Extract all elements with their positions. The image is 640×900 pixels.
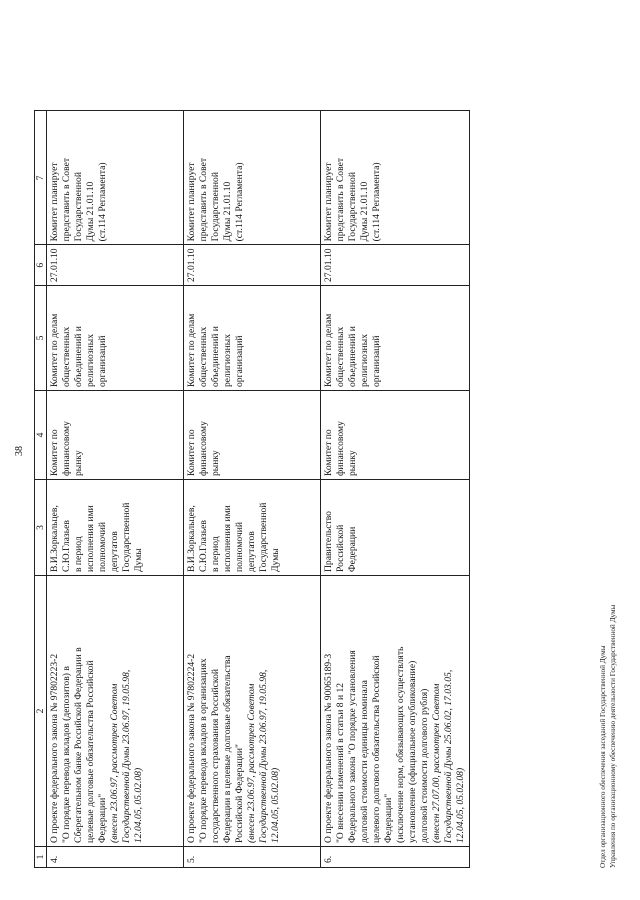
column-number: 4 bbox=[35, 391, 47, 480]
plan-line: Государственной bbox=[347, 172, 358, 242]
co-committee-line: общественных bbox=[198, 326, 209, 387]
column-number: 2 bbox=[35, 576, 47, 847]
date-cell: 27.01.10 bbox=[47, 245, 184, 286]
initiator-line: Федерации bbox=[347, 526, 358, 572]
bill-description-line: целевые долговые обязательства Российской bbox=[85, 660, 96, 843]
initiator-line: Правительство bbox=[323, 511, 334, 572]
bill-description-cell bbox=[184, 576, 321, 847]
bills-table bbox=[34, 110, 470, 868]
co-committee-line: объединений и bbox=[210, 326, 221, 387]
initiator-line: Думы bbox=[270, 548, 281, 572]
bill-description-line: Федерального закона "О порядке установления bbox=[347, 650, 358, 843]
co-committee-line: Комитет по делам bbox=[323, 313, 334, 387]
plan-line: Думы 21.01.10 bbox=[222, 181, 233, 242]
row-number: 6. bbox=[321, 847, 470, 868]
bill-description-line: долговой стоимости единицы номинала bbox=[359, 680, 370, 843]
plan-line: (ст.114 Регламента) bbox=[234, 162, 245, 242]
bill-note-line: Государственной Думы 25.06.02, 17.03.05, bbox=[443, 669, 454, 843]
plan-line: (ст.114 Регламента) bbox=[371, 162, 382, 242]
plan-line: Думы 21.01.10 bbox=[85, 181, 96, 242]
bill-description-line: (исключение норм, обязывающих осуществлять bbox=[395, 646, 406, 843]
column-number-row bbox=[35, 111, 47, 868]
co-committee-line: религиозных bbox=[222, 333, 233, 387]
column-number: 7 bbox=[35, 111, 47, 245]
plan-line: Государственной bbox=[210, 172, 221, 242]
plan-cell bbox=[184, 111, 321, 245]
bill-note-line: (внесен 23.06.97, рассмотрен Советом bbox=[246, 683, 257, 843]
initiator-cell bbox=[47, 480, 184, 576]
bill-description-line: Федерации" bbox=[383, 793, 394, 843]
committee-line: Комитет по bbox=[186, 429, 197, 476]
bill-description-line: долговой стоимости долгового рубля) bbox=[419, 688, 430, 843]
plan-line: представить в Совет bbox=[61, 157, 72, 242]
co-committee-line: Комитет по делам bbox=[49, 313, 60, 387]
bill-description-line: О проекте федерального закона № 90065189-3 bbox=[323, 653, 334, 843]
plan-line: Думы 21.01.10 bbox=[359, 181, 370, 242]
initiator-line: В.И.Зоркальцев, bbox=[186, 505, 197, 572]
plan-line: представить в Совет bbox=[198, 157, 209, 242]
date-cell: 27.01.10 bbox=[321, 245, 470, 286]
co-committee-line: организаций bbox=[97, 335, 108, 387]
bill-description-line: государственного страхования Российской bbox=[210, 668, 221, 843]
bill-description-line: Федерации" bbox=[97, 793, 108, 843]
bill-description-line: О проекте федерального закона № 97802224-2 bbox=[186, 653, 197, 843]
bill-note-line: Государственной Думы 23.06.97, 19.05.98, bbox=[121, 669, 132, 843]
bill-description-line: "О порядке перевода вкладов в организациях bbox=[198, 658, 209, 843]
co-committee-line: Комитет по делам bbox=[186, 313, 197, 387]
table-row bbox=[184, 111, 321, 868]
initiator-line: исполнения ими bbox=[222, 505, 233, 572]
column-number: 3 bbox=[35, 480, 47, 576]
committee-line: рынку bbox=[347, 450, 358, 476]
plan-cell bbox=[321, 111, 470, 245]
column-number: 1 bbox=[35, 847, 47, 868]
bill-description-cell bbox=[321, 576, 470, 847]
date-cell: 27.01.10 bbox=[184, 245, 321, 286]
initiator-line: депутатов bbox=[246, 531, 257, 572]
committee-cell bbox=[184, 391, 321, 480]
column-number: 6 bbox=[35, 245, 47, 286]
initiator-line: Государственной bbox=[258, 502, 269, 572]
co-committee-line: религиозных bbox=[85, 333, 96, 387]
committee-line: рынку bbox=[73, 450, 84, 476]
co-committee-cell bbox=[184, 286, 321, 391]
bill-description-line: целевого долгового обязательства Российской bbox=[371, 655, 382, 843]
initiator-line: полномочий bbox=[234, 521, 245, 572]
co-committee-line: организаций bbox=[234, 335, 245, 387]
initiator-line: в период bbox=[73, 536, 84, 572]
row-number: 5. bbox=[184, 847, 321, 868]
co-committee-line: общественных bbox=[61, 326, 72, 387]
plan-line: (ст.114 Регламента) bbox=[97, 162, 108, 242]
initiator-line: С.Ю.Глазьев bbox=[61, 520, 72, 572]
plan-line: Комитет планирует bbox=[49, 162, 60, 242]
footer-line: Отдел организационного обеспечения заседаний Государственной Думы bbox=[599, 645, 607, 868]
co-committee-line: объединений и bbox=[73, 326, 84, 387]
table-row bbox=[47, 111, 184, 868]
co-committee-line: объединений и bbox=[347, 326, 358, 387]
document-footer bbox=[598, 18, 618, 868]
bill-description-line: Российской Федерации" bbox=[234, 744, 245, 843]
bill-note-line: (внесен 23.06.97, рассмотрен Советом bbox=[109, 683, 120, 843]
bill-description-line: "О внесении изменений в статьи 8 и 12 bbox=[335, 682, 346, 843]
committee-line: Комитет по bbox=[323, 429, 334, 476]
committee-cell bbox=[321, 391, 470, 480]
plan-line: Государственной bbox=[73, 172, 84, 242]
bill-note-line: 12.04.05, 05.02.08) bbox=[455, 767, 466, 843]
bill-description-line: Федерации в целевые долговые обязательства bbox=[222, 655, 233, 843]
bill-description-line: "О порядке перевода вкладов (депозитов) в bbox=[61, 666, 72, 843]
bill-note-line: Государственной Думы 23.06.97, 19.05.98, bbox=[258, 669, 269, 843]
initiator-cell bbox=[184, 480, 321, 576]
bill-description-cell bbox=[47, 576, 184, 847]
column-number: 5 bbox=[35, 286, 47, 391]
co-committee-line: религиозных bbox=[359, 333, 370, 387]
table-row bbox=[321, 111, 470, 868]
initiator-line: полномочий bbox=[97, 521, 108, 572]
initiator-line: Российской bbox=[335, 524, 346, 572]
committee-line: финансовому bbox=[335, 421, 346, 476]
initiator-cell bbox=[321, 480, 470, 576]
co-committee-line: общественных bbox=[335, 326, 346, 387]
initiator-line: депутатов bbox=[109, 531, 120, 572]
committee-line: финансовому bbox=[61, 421, 72, 476]
bill-description-line: Сберегательном банке Российской Федерации в bbox=[73, 647, 84, 843]
bill-description-line: установление (официальное опубликование) bbox=[407, 660, 418, 843]
initiator-line: Государственной bbox=[121, 502, 132, 572]
bill-note-line: (внесен 27.07.00, рассмотрен Советом bbox=[431, 683, 442, 843]
bill-note-line: 12.04.05, 05.02.08) bbox=[133, 767, 144, 843]
plan-line: Комитет планирует bbox=[323, 162, 334, 242]
committee-line: рынку bbox=[210, 450, 221, 476]
co-committee-cell bbox=[47, 286, 184, 391]
initiator-line: исполнения ими bbox=[85, 505, 96, 572]
plan-cell bbox=[47, 111, 184, 245]
page-number: 38 bbox=[14, 446, 25, 456]
initiator-line: Думы bbox=[133, 548, 144, 572]
committee-cell bbox=[47, 391, 184, 480]
row-number: 4. bbox=[47, 847, 184, 868]
plan-line: Комитет планирует bbox=[186, 162, 197, 242]
footer-line: Управления по организационному обеспечению деятельности Государственной Думы bbox=[609, 604, 617, 868]
committee-line: Комитет по bbox=[49, 429, 60, 476]
bill-note-line: 12.04.05, 05.02.08) bbox=[270, 767, 281, 843]
initiator-line: в период bbox=[210, 536, 221, 572]
initiator-line: С.Ю.Глазьев bbox=[198, 520, 209, 572]
committee-line: финансовому bbox=[198, 421, 209, 476]
plan-line: представить в Совет bbox=[335, 157, 346, 242]
bill-description-line: О проекте федерального закона № 97802223-2 bbox=[49, 653, 60, 843]
co-committee-line: организаций bbox=[371, 335, 382, 387]
co-committee-cell bbox=[321, 286, 470, 391]
initiator-line: В.И.Зоркальцев, bbox=[49, 505, 60, 572]
